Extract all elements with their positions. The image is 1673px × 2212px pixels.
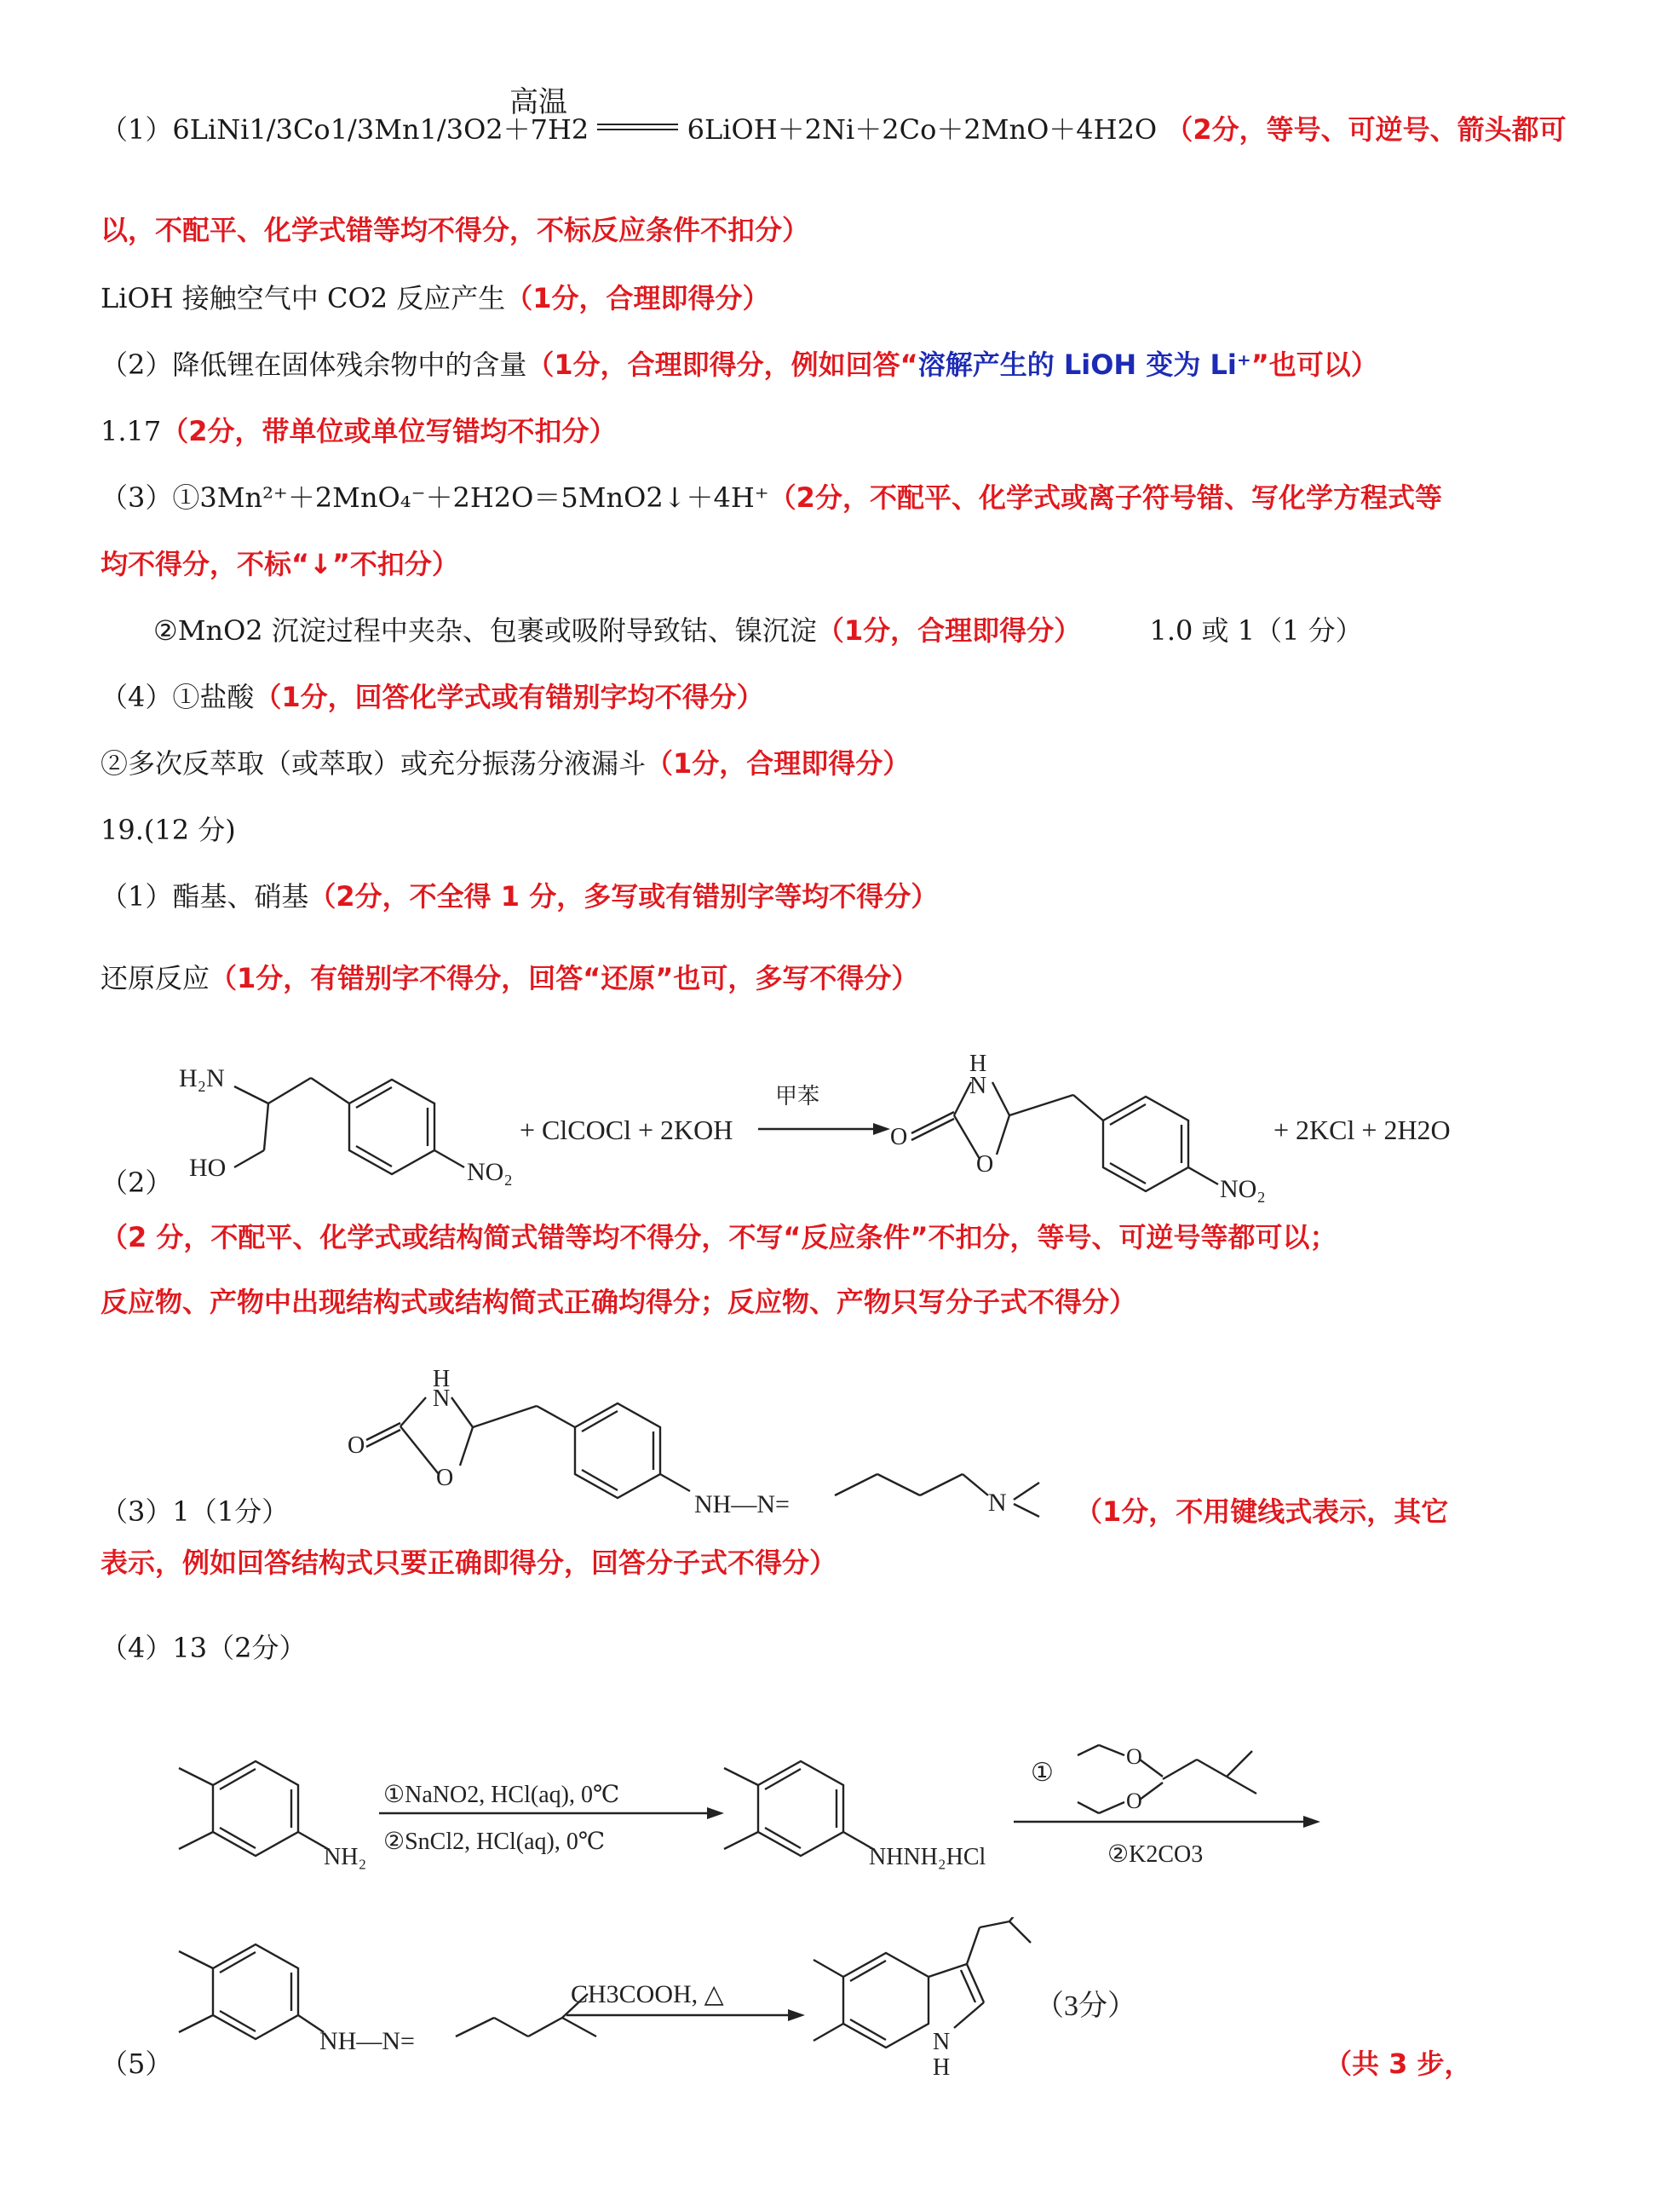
q18-p2-b-value: 1.17 xyxy=(101,415,162,447)
p2-solvent: 甲苯 xyxy=(775,1084,820,1109)
q19-p5-route-row2 xyxy=(162,1917,1508,2088)
h2n-label: H₂N xyxy=(179,1064,225,1092)
q18-p3-a xyxy=(101,479,1442,516)
q18-p3-a-note: （2分，不配平、化学式或离子符号错、写化学方程式等 xyxy=(768,481,1442,514)
q18-p2-a-text: （2）降低锂在固体残余物中的含量 xyxy=(101,349,527,381)
q18-p4-b-note: （1分，合理即得分） xyxy=(646,747,911,780)
n-label-2: N xyxy=(433,1385,451,1412)
q18-p4-a-text: （4）①盐酸 xyxy=(101,681,255,713)
q19-p1-a-text: （1）酯基、硝基 xyxy=(101,880,309,913)
nh-indole-n: N xyxy=(933,2029,951,2055)
q18-p2-a-note: （1分，合理即得分，例如回答“ xyxy=(526,349,918,381)
q18-p2-a-note2: ”也可以） xyxy=(1250,349,1378,381)
p2-reagents: + ClCOCl + 2KOH xyxy=(520,1115,733,1145)
no2-label-1: NO₂ xyxy=(467,1158,513,1186)
q18-p2-a-blue: 溶解产生的 LiOH 变为 Li⁺ xyxy=(917,349,1251,381)
p5-step1-b: ②SnCl2, HCl(aq), 0℃ xyxy=(383,1829,606,1855)
q18-p1-reactants: （1）6LiNi1/3Co1/3Mn1/3O2＋7H2 xyxy=(101,113,589,146)
o-label-1: O xyxy=(890,1124,908,1150)
q18-p3-b-value: 1.0 或 1（1 分） xyxy=(1149,614,1363,647)
q19-p3-note-b: 表示，例如回答结构式只要正确即得分，回答分子式不得分） xyxy=(101,1547,837,1579)
p5-step1-a: ①NaNO2, HCl(aq), 0℃ xyxy=(383,1782,620,1808)
q19-p2-reaction-scheme xyxy=(94,1044,1593,1214)
o-label-5: O xyxy=(1126,1744,1142,1769)
nh2-label: NH₂ xyxy=(324,1844,367,1870)
hydrazone-label-2: NH—N= xyxy=(319,2027,415,2055)
q18-p4-a xyxy=(101,678,764,716)
n-label-1: N xyxy=(969,1073,987,1099)
arrow-icon-1 xyxy=(707,1807,724,1819)
q18-p3-b xyxy=(153,612,1363,649)
q19-p5-label: （5） xyxy=(101,2048,173,2080)
q19-title: 19.(12 分) xyxy=(101,814,236,846)
q18-p1-b xyxy=(101,279,770,317)
nh-indole-h: H xyxy=(933,2054,951,2081)
n-label-3: N xyxy=(988,1489,1007,1517)
q18-p4-a-note: （1分，回答化学式或有错别字均不得分） xyxy=(254,681,764,713)
q18-p2-b xyxy=(101,412,617,450)
q19-p3-structure xyxy=(332,1359,1065,1521)
no2-label-2: NO₂ xyxy=(1220,1175,1266,1203)
p5-step2-b: ②K2CO3 xyxy=(1107,1841,1204,1868)
arrow-icon-2 xyxy=(1303,1816,1320,1828)
indole-structure xyxy=(814,1917,1031,2048)
amino-alcohol-structure xyxy=(234,1078,464,1174)
q18-p2-a xyxy=(101,346,1378,383)
q19-p3-note-a: （1分，不用键线式表示，其它 xyxy=(1075,1495,1449,1528)
q19-p2-note-a: （2 分，不配平、化学式或结构简式错等均不得分，不写“反应条件”不扣分，等号、可逆号等都可以； xyxy=(101,1221,1337,1253)
h-label-2: H xyxy=(433,1366,451,1392)
q19-p1-b-note: （1分，有错别字不得分，回答“还原”也可，多写不得分） xyxy=(210,962,919,994)
q18-p3-b-note: （1分，合理即得分） xyxy=(816,614,1082,647)
q18-p3-b-text: ②MnO2 沉淀过程中夹杂、包裹或吸附导致钴、镍沉淀 xyxy=(153,614,817,647)
q19-p4: （4）13（2分） xyxy=(101,1632,307,1664)
q18-p3-a-note2: 均不得分，不标“↓”不扣分） xyxy=(101,548,459,580)
q19-p5-route-row1 xyxy=(162,1721,1508,1900)
q19-p5-note: （共 3 步， xyxy=(1325,2048,1472,2080)
hydrazone-label-1: NH—N= xyxy=(694,1490,790,1518)
q19-p1-a xyxy=(101,878,938,915)
q19-p1-b xyxy=(101,959,918,997)
q19-p1-b-text: 还原反应 xyxy=(101,962,210,994)
q18-p1-equation xyxy=(101,111,1567,148)
o-label-6: O xyxy=(1126,1789,1142,1813)
q18-p4-b xyxy=(101,745,910,782)
q18-p1-condition: 高温 xyxy=(509,85,567,119)
q18-p1-products: 6LiOH＋2Ni＋2Co＋2MnO＋4H2O xyxy=(687,113,1158,146)
ho-label: HO xyxy=(189,1154,227,1182)
q18-p3-a-equation: （3）①3Mn²⁺＋2MnO₄⁻＋2H2O＝5MnO2↓＋4H⁺ xyxy=(101,481,769,514)
acetal-structure xyxy=(1078,1745,1256,1813)
reaction-arrow-icon xyxy=(758,1123,890,1135)
q18-p1-note-b: 以，不配平、化学式错等均不得分，不标反应条件不扣分） xyxy=(101,214,810,246)
q19-p2-note-b: 反应物、产物中出现结构式或结构简式正确均得分；反应物、产物只写分子式不得分） xyxy=(101,1286,1137,1318)
oxazolidinone-structure xyxy=(911,1082,1218,1191)
o-label-2: O xyxy=(976,1151,994,1178)
q18-p1-b-text: LiOH 接触空气中 CO2 反应产生 xyxy=(101,282,506,314)
o-label-3: O xyxy=(348,1432,365,1459)
nhnh2hcl-label: NHNH₂HCl xyxy=(869,1844,986,1870)
p5-step3: CH3COOH, △ xyxy=(571,1980,724,2008)
p2-products: + 2KCl + 2H2O xyxy=(1273,1115,1451,1145)
q19-p3-label: （3）1（1分） xyxy=(101,1495,290,1528)
q19-p1-a-note: （2分，不全得 1 分，多写或有错别字等均不得分） xyxy=(308,880,939,913)
q18-p2-b-note: （2分，带单位或单位写错均不扣分） xyxy=(161,415,617,447)
o-label-4: O xyxy=(436,1465,454,1491)
arrow-icon-3 xyxy=(788,2009,805,2021)
q18-p1-note-a: （2分，等号、可逆号、箭头都可 xyxy=(1165,113,1567,146)
q19-p2-label: （2） xyxy=(101,1166,173,1199)
p5-score: （3分） xyxy=(1035,1990,1136,2022)
h-label-1: H xyxy=(969,1051,987,1077)
p5-step2-a: ① xyxy=(1031,1759,1054,1787)
q18-p4-b-text: ②多次反萃取（或萃取）或充分振荡分液漏斗 xyxy=(101,747,647,780)
q18-p1-b-note: （1分，合理即得分） xyxy=(505,282,770,314)
